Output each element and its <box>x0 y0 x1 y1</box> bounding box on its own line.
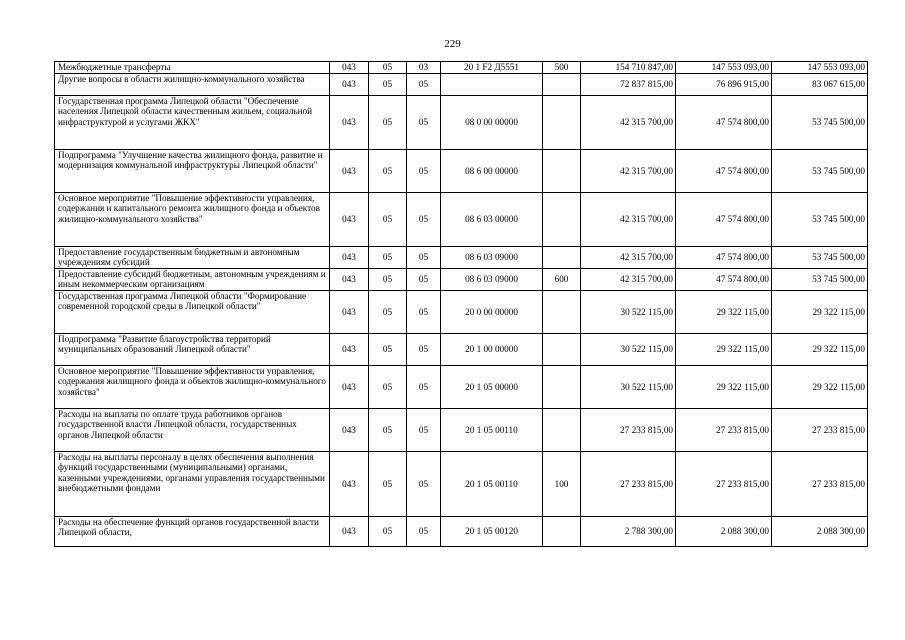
cell-vr <box>543 74 581 96</box>
cell-pr: 05 <box>407 150 441 193</box>
cell-amount-1: 42 315 700,00 <box>581 193 676 247</box>
table-row <box>55 291 868 334</box>
cell-amount-3: 27 233 815,00 <box>772 452 868 517</box>
cell-vr: 100 <box>543 452 581 517</box>
cell-csr: 08 6 03 00000 <box>441 193 543 247</box>
cell-ved: 043 <box>330 366 369 409</box>
cell-amount-1: 27 233 815,00 <box>581 452 676 517</box>
cell-amount-1: 154 710 847,00 <box>581 62 676 74</box>
cell-name: Подпрограмма "Улучшение качества жилищного фонда, развитие и модернизация коммунальной инфраструктуры Липецкой области" <box>55 150 330 193</box>
cell-amount-3: 147 553 093,00 <box>772 62 868 74</box>
cell-ved: 043 <box>330 150 369 193</box>
cell-ved: 043 <box>330 247 369 269</box>
cell-rz: 05 <box>369 247 407 269</box>
cell-name: Предоставление государственным бюджетным и автономным учреждениям субсидий <box>55 247 330 269</box>
cell-csr: 08 6 03 09000 <box>441 247 543 269</box>
cell-rz: 05 <box>369 193 407 247</box>
cell-pr: 05 <box>407 247 441 269</box>
cell-amount-3: 53 745 500,00 <box>772 269 868 291</box>
cell-pr: 05 <box>407 193 441 247</box>
cell-ved: 043 <box>330 334 369 366</box>
cell-amount-1: 72 837 815,00 <box>581 74 676 96</box>
cell-rz: 05 <box>369 74 407 96</box>
page-number: 229 <box>444 38 461 50</box>
cell-csr: 20 1 05 00110 <box>441 409 543 452</box>
cell-name: Расходы на выплаты по оплате труда работников органов государственной власти Липецкой области, государственных органов Липецкой области <box>55 409 330 452</box>
cell-vr: 500 <box>543 62 581 74</box>
cell-pr: 05 <box>407 291 441 334</box>
cell-vr <box>543 517 581 547</box>
cell-csr: 08 6 00 00000 <box>441 150 543 193</box>
cell-amount-2: 47 574 800,00 <box>676 193 772 247</box>
cell-amount-1: 30 522 115,00 <box>581 291 676 334</box>
cell-rz: 05 <box>369 150 407 193</box>
cell-name: Расходы на обеспечение функций органов государственной власти Липецкой области, <box>55 517 330 547</box>
table-row <box>55 517 868 547</box>
cell-pr: 05 <box>407 517 441 547</box>
cell-vr <box>543 150 581 193</box>
cell-vr <box>543 291 581 334</box>
cell-name: Предоставление субсидий бюджетным, автономным учреждениям и иным некоммерческим организациям <box>55 269 330 291</box>
cell-rz: 05 <box>369 409 407 452</box>
table-row <box>55 62 868 74</box>
cell-ved: 043 <box>330 96 369 150</box>
cell-pr: 05 <box>407 409 441 452</box>
cell-csr: 08 0 00 00000 <box>441 96 543 150</box>
cell-rz: 05 <box>369 269 407 291</box>
cell-amount-1: 27 233 815,00 <box>581 409 676 452</box>
cell-pr: 05 <box>407 366 441 409</box>
cell-rz: 05 <box>369 366 407 409</box>
table-row <box>55 150 868 193</box>
cell-ved: 043 <box>330 452 369 517</box>
cell-amount-2: 47 574 800,00 <box>676 269 772 291</box>
table-row <box>55 409 868 452</box>
cell-rz: 05 <box>369 517 407 547</box>
cell-amount-1: 42 315 700,00 <box>581 150 676 193</box>
cell-amount-2: 27 233 815,00 <box>676 452 772 517</box>
cell-csr: 20 1 F2 Д5551 <box>441 62 543 74</box>
cell-name: Расходы на выплаты персоналу в целях обеспечения выполнения функций государственными (муниципальными) органами, казенными учреждениями, органами управления государственными внебюджетными фондами <box>55 452 330 517</box>
table-row <box>55 334 868 366</box>
cell-name: Государственная программа Липецкой области "Формирование современной городской среды в Липецкой области" <box>55 291 330 334</box>
cell-name: Государственная программа Липецкой области "Обеспечение населения Липецкой области качественным жильем, социальной инфраструктурой и услугами ЖКХ" <box>55 96 330 150</box>
cell-amount-1: 42 315 700,00 <box>581 247 676 269</box>
cell-amount-3: 29 322 115,00 <box>772 366 868 409</box>
cell-name: Другие вопросы в области жилищно-коммунального хозяйства <box>55 74 330 96</box>
cell-amount-2: 29 322 115,00 <box>676 334 772 366</box>
table-row <box>55 247 868 269</box>
cell-amount-3: 2 088 300,00 <box>772 517 868 547</box>
cell-vr <box>543 193 581 247</box>
cell-amount-1: 2 788 300,00 <box>581 517 676 547</box>
cell-amount-2: 147 553 093,00 <box>676 62 772 74</box>
cell-ved: 043 <box>330 62 369 74</box>
cell-amount-2: 47 574 800,00 <box>676 247 772 269</box>
cell-rz: 05 <box>369 291 407 334</box>
cell-amount-3: 53 745 500,00 <box>772 247 868 269</box>
cell-amount-2: 2 088 300,00 <box>676 517 772 547</box>
table-row <box>55 74 868 96</box>
cell-amount-2: 47 574 800,00 <box>676 96 772 150</box>
cell-name: Межбюджетные трансферты <box>55 62 330 74</box>
cell-pr: 05 <box>407 452 441 517</box>
cell-amount-3: 83 067 615,00 <box>772 74 868 96</box>
cell-pr: 05 <box>407 334 441 366</box>
cell-amount-2: 76 896 915,00 <box>676 74 772 96</box>
cell-ved: 043 <box>330 517 369 547</box>
cell-name: Основное мероприятие "Повышение эффективности управления, содержания жилищного фонда и объектов жилищно-коммунального хозяйства" <box>55 366 330 409</box>
budget-table <box>54 61 868 547</box>
table-row <box>55 96 868 150</box>
cell-amount-2: 29 322 115,00 <box>676 366 772 409</box>
cell-vr <box>543 247 581 269</box>
cell-csr: 20 1 05 00110 <box>441 452 543 517</box>
cell-vr <box>543 409 581 452</box>
cell-amount-3: 53 745 500,00 <box>772 150 868 193</box>
cell-amount-3: 53 745 500,00 <box>772 96 868 150</box>
cell-pr: 05 <box>407 74 441 96</box>
cell-amount-1: 30 522 115,00 <box>581 334 676 366</box>
cell-vr <box>543 366 581 409</box>
cell-rz: 05 <box>369 334 407 366</box>
cell-vr <box>543 334 581 366</box>
cell-rz: 05 <box>369 62 407 74</box>
cell-amount-3: 29 322 115,00 <box>772 334 868 366</box>
cell-ved: 043 <box>330 291 369 334</box>
cell-amount-2: 29 322 115,00 <box>676 291 772 334</box>
cell-amount-1: 42 315 700,00 <box>581 96 676 150</box>
cell-name: Основное мероприятие "Повышение эффективности управления, содержания и капитального ремонта жилищного фонда и объектов жилищно-коммунального хозяйства" <box>55 193 330 247</box>
cell-ved: 043 <box>330 74 369 96</box>
cell-pr: 05 <box>407 269 441 291</box>
cell-amount-3: 53 745 500,00 <box>772 193 868 247</box>
table-row <box>55 366 868 409</box>
cell-vr: 600 <box>543 269 581 291</box>
cell-pr: 03 <box>407 62 441 74</box>
cell-name: Подпрограмма "Развитие благоустройства территорий муниципальных образований Липецкой области" <box>55 334 330 366</box>
table-row <box>55 452 868 517</box>
table-row <box>55 269 868 291</box>
cell-csr: 20 1 00 00000 <box>441 334 543 366</box>
cell-rz: 05 <box>369 96 407 150</box>
cell-csr: 20 1 05 00120 <box>441 517 543 547</box>
cell-csr: 08 6 03 09000 <box>441 269 543 291</box>
cell-csr <box>441 74 543 96</box>
cell-ved: 043 <box>330 409 369 452</box>
cell-amount-1: 30 522 115,00 <box>581 366 676 409</box>
cell-rz: 05 <box>369 452 407 517</box>
table-row <box>55 193 868 247</box>
cell-amount-3: 29 322 115,00 <box>772 291 868 334</box>
table-body <box>55 62 868 547</box>
cell-ved: 043 <box>330 269 369 291</box>
cell-vr <box>543 96 581 150</box>
cell-amount-1: 42 315 700,00 <box>581 269 676 291</box>
cell-pr: 05 <box>407 96 441 150</box>
cell-amount-2: 27 233 815,00 <box>676 409 772 452</box>
cell-amount-3: 27 233 815,00 <box>772 409 868 452</box>
cell-ved: 043 <box>330 193 369 247</box>
cell-csr: 20 0 00 00000 <box>441 291 543 334</box>
cell-csr: 20 1 05 00000 <box>441 366 543 409</box>
cell-amount-2: 47 574 800,00 <box>676 150 772 193</box>
